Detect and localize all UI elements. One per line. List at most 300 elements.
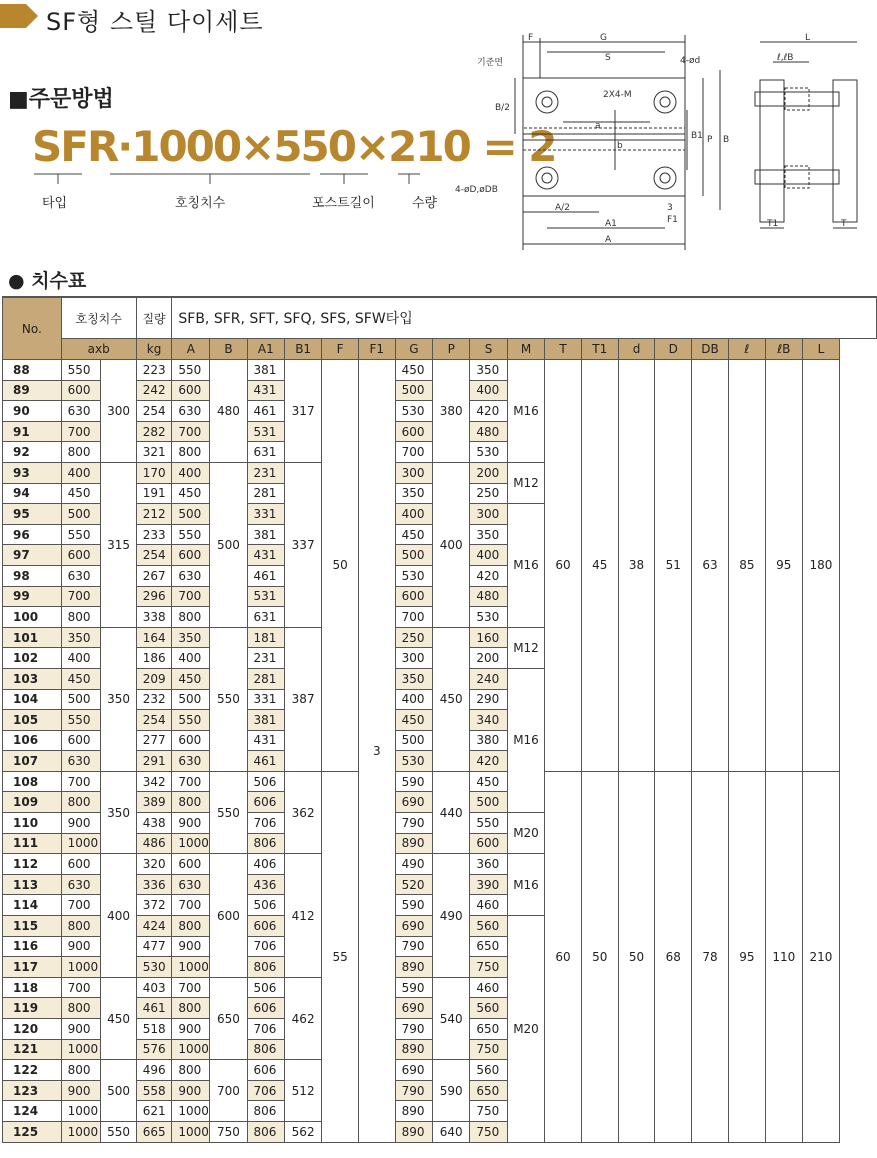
header-col: F — [322, 339, 359, 360]
cell-a: 1000 — [61, 957, 101, 978]
cell-A1: 606 — [247, 792, 285, 813]
cell-G: 450 — [395, 710, 433, 731]
cell-a: 630 — [61, 565, 101, 586]
cell-A1: 506 — [247, 771, 285, 792]
cell-lB: 110 — [765, 771, 802, 1142]
cell-no: 120 — [3, 1019, 62, 1040]
cell-no: 100 — [3, 607, 62, 628]
cell-b: 450 — [101, 977, 136, 1059]
cell-A: 630 — [172, 565, 210, 586]
cell-A: 550 — [172, 360, 210, 381]
cell-a: 630 — [61, 751, 101, 772]
cell-no: 118 — [3, 977, 62, 998]
cell-kg: 518 — [136, 1019, 172, 1040]
cell-G: 520 — [395, 874, 433, 895]
cell-G: 300 — [395, 648, 433, 669]
cell-S: 650 — [470, 1080, 508, 1101]
header-col: L — [802, 339, 839, 360]
cell-A: 450 — [172, 483, 210, 504]
diagram-label-a: A — [605, 235, 612, 245]
cell-kg: 496 — [136, 1060, 172, 1081]
diagram-label-p: P — [707, 135, 713, 145]
cell-B1: 387 — [285, 627, 322, 771]
cell-no: 119 — [3, 998, 62, 1019]
cell-A1: 806 — [247, 957, 285, 978]
cell-S: 750 — [470, 1121, 508, 1142]
cell-DB: 63 — [692, 360, 729, 772]
cell-S: 500 — [470, 792, 508, 813]
cell-A1: 631 — [247, 442, 285, 463]
cell-G: 400 — [395, 689, 433, 710]
cell-G: 500 — [395, 380, 433, 401]
cell-S: 600 — [470, 833, 508, 854]
cell-a: 400 — [61, 648, 101, 669]
cell-a: 900 — [61, 936, 101, 957]
cell-kg: 164 — [136, 627, 172, 648]
cell-S: 460 — [470, 977, 508, 998]
cell-A: 800 — [172, 607, 210, 628]
cell-F: 55 — [322, 771, 359, 1142]
cell-a: 450 — [61, 483, 101, 504]
cell-no: 94 — [3, 483, 62, 504]
cell-G: 450 — [395, 524, 433, 545]
cell-M: M16 — [507, 854, 544, 916]
cell-M: M20 — [507, 916, 544, 1143]
cell-a: 450 — [61, 668, 101, 689]
cell-S: 350 — [470, 524, 508, 545]
cell-A: 600 — [172, 545, 210, 566]
cell-M: M16 — [507, 360, 544, 463]
cell-P: 590 — [433, 1060, 470, 1122]
cell-A: 630 — [172, 874, 210, 895]
cell-B: 750 — [210, 1121, 247, 1142]
cell-a: 1000 — [61, 833, 101, 854]
cell-S: 480 — [470, 586, 508, 607]
cell-A1: 436 — [247, 874, 285, 895]
cell-kg: 321 — [136, 442, 172, 463]
table-row — [3, 771, 877, 792]
cell-S: 420 — [470, 401, 508, 422]
cell-a: 550 — [61, 710, 101, 731]
cell-no: 92 — [3, 442, 62, 463]
cell-B1: 362 — [285, 771, 322, 853]
cell-S: 460 — [470, 895, 508, 916]
cell-A1: 806 — [247, 1121, 285, 1142]
cell-A1: 281 — [247, 483, 285, 504]
cell-a: 1000 — [61, 1101, 101, 1122]
cell-kg: 291 — [136, 751, 172, 772]
cell-G: 790 — [395, 936, 433, 957]
cell-T: 60 — [545, 771, 582, 1142]
cell-kg: 223 — [136, 360, 172, 381]
cell-A: 900 — [172, 1019, 210, 1040]
cell-P: 640 — [433, 1121, 470, 1142]
order-formula: SFR·1000×550×210 = 2 — [32, 122, 556, 171]
diagram-label-t: T — [841, 219, 847, 229]
cell-kg: 438 — [136, 813, 172, 834]
cell-no: 99 — [3, 586, 62, 607]
diagram-label-4dddb: 4-øD,øDB — [455, 185, 498, 195]
cell-S: 350 — [470, 360, 508, 381]
header-nominal: 호칭치수 — [61, 297, 136, 339]
cell-S: 530 — [470, 607, 508, 628]
cell-A: 800 — [172, 998, 210, 1019]
diagram-label-a1: A1 — [605, 219, 617, 229]
cell-A: 800 — [172, 442, 210, 463]
cell-d: 50 — [618, 771, 655, 1142]
cell-G: 590 — [395, 895, 433, 916]
table-row — [3, 360, 877, 381]
cell-A: 1000 — [172, 833, 210, 854]
cell-A1: 381 — [247, 360, 285, 381]
cell-G: 250 — [395, 627, 433, 648]
cell-no: 108 — [3, 771, 62, 792]
cell-G: 890 — [395, 1039, 433, 1060]
cell-M: M12 — [507, 627, 544, 668]
cell-A1: 331 — [247, 504, 285, 525]
cell-A1: 606 — [247, 916, 285, 937]
cell-B: 600 — [210, 854, 247, 978]
cell-A1: 281 — [247, 668, 285, 689]
cell-A1: 431 — [247, 730, 285, 751]
cell-A: 500 — [172, 504, 210, 525]
cell-a: 900 — [61, 813, 101, 834]
cell-G: 400 — [395, 504, 433, 525]
header-col: M — [507, 339, 544, 360]
cell-G: 690 — [395, 792, 433, 813]
cell-S: 750 — [470, 1039, 508, 1060]
cell-P: 440 — [433, 771, 470, 853]
header-col: F1 — [358, 339, 395, 360]
cell-kg: 186 — [136, 648, 172, 669]
cell-F: 50 — [322, 360, 359, 772]
cell-A: 600 — [172, 380, 210, 401]
cell-G: 490 — [395, 854, 433, 875]
cell-A: 400 — [172, 462, 210, 483]
cell-A: 900 — [172, 936, 210, 957]
cell-A: 600 — [172, 730, 210, 751]
header-col: B1 — [285, 339, 322, 360]
cell-kg: 621 — [136, 1101, 172, 1122]
cell-kg: 233 — [136, 524, 172, 545]
cell-a: 800 — [61, 792, 101, 813]
cell-a: 900 — [61, 1019, 101, 1040]
cell-no: 96 — [3, 524, 62, 545]
label-type: 타입 — [42, 196, 68, 211]
cell-no: 95 — [3, 504, 62, 525]
cell-a: 700 — [61, 977, 101, 998]
cell-B1: 462 — [285, 977, 322, 1059]
diagram-label-f: F — [528, 33, 534, 43]
cell-B: 550 — [210, 771, 247, 853]
cell-no: 98 — [3, 565, 62, 586]
cell-no: 123 — [3, 1080, 62, 1101]
cell-A: 900 — [172, 1080, 210, 1101]
title-arrow-icon — [0, 4, 40, 28]
cell-a: 550 — [61, 360, 101, 381]
cell-a: 600 — [61, 854, 101, 875]
cell-kg: 424 — [136, 916, 172, 937]
cell-a: 400 — [61, 462, 101, 483]
label-post-length: 포스트길이 — [312, 196, 375, 211]
cell-B: 650 — [210, 977, 247, 1059]
cell-G: 600 — [395, 586, 433, 607]
cell-no: 107 — [3, 751, 62, 772]
cell-B1: 412 — [285, 854, 322, 978]
cell-kg: 336 — [136, 874, 172, 895]
cell-no: 88 — [3, 360, 62, 381]
cell-A: 900 — [172, 813, 210, 834]
diagram-label-a-half: A/2 — [555, 203, 570, 213]
cell-kg: 558 — [136, 1080, 172, 1101]
cell-S: 250 — [470, 483, 508, 504]
cell-B: 700 — [210, 1060, 247, 1122]
cell-B: 500 — [210, 462, 247, 627]
cell-T1: 45 — [581, 360, 618, 772]
cell-kg: 267 — [136, 565, 172, 586]
spec-table — [2, 296, 877, 1143]
cell-no: 114 — [3, 895, 62, 916]
header-col: T1 — [581, 339, 618, 360]
cell-kg: 389 — [136, 792, 172, 813]
cell-A1: 431 — [247, 380, 285, 401]
cell-no: 117 — [3, 957, 62, 978]
cell-A: 500 — [172, 689, 210, 710]
cell-A: 600 — [172, 854, 210, 875]
cell-no: 121 — [3, 1039, 62, 1060]
cell-no: 109 — [3, 792, 62, 813]
cell-no: 115 — [3, 916, 62, 937]
cell-A: 1000 — [172, 1101, 210, 1122]
cell-kg: 477 — [136, 936, 172, 957]
cell-a: 350 — [61, 627, 101, 648]
cell-P: 540 — [433, 977, 470, 1059]
cell-no: 112 — [3, 854, 62, 875]
label-nominal: 호칭치수 — [175, 196, 226, 211]
cell-a: 600 — [61, 545, 101, 566]
header-col: ℓB — [765, 339, 802, 360]
cell-A: 630 — [172, 751, 210, 772]
diagram-label-t1: T1 — [767, 219, 779, 229]
page-title: SF형 스틸 다이세트 — [46, 8, 264, 36]
order-heading: ■주문방법 — [8, 87, 114, 112]
cell-A1: 706 — [247, 813, 285, 834]
cell-S: 160 — [470, 627, 508, 648]
cell-kg: 461 — [136, 998, 172, 1019]
cell-A1: 431 — [247, 545, 285, 566]
cell-kg: 209 — [136, 668, 172, 689]
cell-A1: 706 — [247, 936, 285, 957]
cell-A: 700 — [172, 895, 210, 916]
cell-G: 350 — [395, 483, 433, 504]
cell-a: 600 — [61, 730, 101, 751]
cell-P: 400 — [433, 462, 470, 627]
cell-S: 560 — [470, 1060, 508, 1081]
cell-L: 210 — [802, 771, 839, 1142]
cell-A1: 706 — [247, 1080, 285, 1101]
cell-S: 420 — [470, 565, 508, 586]
diagram-label-3: 3 — [667, 203, 673, 213]
header-col: S — [470, 339, 508, 360]
cell-A1: 461 — [247, 401, 285, 422]
cell-A: 550 — [172, 524, 210, 545]
cell-A: 1000 — [172, 957, 210, 978]
cell-a: 500 — [61, 689, 101, 710]
cell-no: 111 — [3, 833, 62, 854]
header-col: P — [433, 339, 470, 360]
cell-S: 300 — [470, 504, 508, 525]
cell-b: 550 — [101, 1121, 136, 1142]
cell-kg: 254 — [136, 545, 172, 566]
header-col: G — [395, 339, 433, 360]
cell-T: 60 — [545, 360, 582, 772]
cell-kg: 338 — [136, 607, 172, 628]
formula-brackets — [30, 168, 450, 188]
cell-T1: 50 — [581, 771, 618, 1142]
cell-no: 124 — [3, 1101, 62, 1122]
cell-a: 800 — [61, 607, 101, 628]
header-col: A1 — [247, 339, 285, 360]
cell-a: 500 — [61, 504, 101, 525]
cell-A: 700 — [172, 421, 210, 442]
cell-no: 105 — [3, 710, 62, 731]
cell-kg: 372 — [136, 895, 172, 916]
cell-A: 450 — [172, 668, 210, 689]
cell-B1: 317 — [285, 360, 322, 463]
cell-G: 590 — [395, 977, 433, 998]
cell-a: 800 — [61, 916, 101, 937]
cell-G: 790 — [395, 1080, 433, 1101]
cell-D: 68 — [655, 771, 692, 1142]
cell-S: 560 — [470, 916, 508, 937]
cell-M: M12 — [507, 462, 544, 503]
cell-kg: 277 — [136, 730, 172, 751]
cell-G: 790 — [395, 813, 433, 834]
cell-kg: 170 — [136, 462, 172, 483]
cell-P: 490 — [433, 854, 470, 978]
cell-b: 350 — [101, 771, 136, 853]
cell-G: 690 — [395, 1060, 433, 1081]
cell-G: 450 — [395, 360, 433, 381]
cell-S: 530 — [470, 442, 508, 463]
header-col: DB — [692, 339, 729, 360]
cell-A1: 381 — [247, 710, 285, 731]
cell-G: 350 — [395, 668, 433, 689]
cell-S: 290 — [470, 689, 508, 710]
cell-A1: 531 — [247, 421, 285, 442]
cell-A1: 631 — [247, 607, 285, 628]
cell-A: 630 — [172, 401, 210, 422]
cell-no: 93 — [3, 462, 62, 483]
cell-b: 350 — [101, 627, 136, 771]
cell-G: 890 — [395, 1101, 433, 1122]
header-no: No. — [3, 297, 62, 360]
diagram-label-b1: B1 — [691, 131, 703, 141]
cell-B: 480 — [210, 360, 247, 463]
cell-G: 530 — [395, 751, 433, 772]
cell-B1: 337 — [285, 462, 322, 627]
cell-a: 700 — [61, 421, 101, 442]
cell-A: 700 — [172, 771, 210, 792]
cell-S: 560 — [470, 998, 508, 1019]
header-types: SFB, SFR, SFT, SFQ, SFS, SFW타입 — [172, 297, 877, 339]
diagram-label-4d: 4-ød — [680, 56, 701, 66]
cell-no: 103 — [3, 668, 62, 689]
cell-A1: 806 — [247, 1039, 285, 1060]
cell-A1: 331 — [247, 689, 285, 710]
cell-G: 530 — [395, 565, 433, 586]
cell-S: 750 — [470, 957, 508, 978]
cell-G: 600 — [395, 421, 433, 442]
cell-kg: 296 — [136, 586, 172, 607]
cell-G: 890 — [395, 1121, 433, 1142]
cell-A: 800 — [172, 916, 210, 937]
cell-G: 300 — [395, 462, 433, 483]
cell-no: 97 — [3, 545, 62, 566]
cell-A: 350 — [172, 627, 210, 648]
cell-b: 300 — [101, 360, 136, 463]
cell-kg: 576 — [136, 1039, 172, 1060]
cell-G: 690 — [395, 998, 433, 1019]
cell-a: 700 — [61, 895, 101, 916]
spec-table-container — [2, 296, 877, 1143]
cell-kg: 665 — [136, 1121, 172, 1142]
cell-kg: 530 — [136, 957, 172, 978]
cell-DB: 78 — [692, 771, 729, 1142]
cell-S: 650 — [470, 1019, 508, 1040]
cell-a: 1000 — [61, 1121, 101, 1142]
cell-P: 380 — [433, 360, 470, 463]
cell-kg: 254 — [136, 401, 172, 422]
cell-no: 90 — [3, 401, 62, 422]
cell-a: 600 — [61, 380, 101, 401]
header-col: ℓ — [728, 339, 765, 360]
cell-kg: 254 — [136, 710, 172, 731]
cell-l: 85 — [728, 360, 765, 772]
diagram-label-lb: ℓ,ℓB — [777, 53, 794, 63]
cell-A1: 506 — [247, 895, 285, 916]
cell-A: 1000 — [172, 1039, 210, 1060]
cell-lB: 95 — [765, 360, 802, 772]
cell-b: 315 — [101, 462, 136, 627]
cell-no: 91 — [3, 421, 62, 442]
cell-S: 400 — [470, 545, 508, 566]
cell-A1: 606 — [247, 998, 285, 1019]
cell-A: 400 — [172, 648, 210, 669]
cell-kg: 342 — [136, 771, 172, 792]
cell-a: 800 — [61, 998, 101, 1019]
diagram-label-l: L — [805, 33, 811, 43]
header-col: D — [655, 339, 692, 360]
cell-no: 106 — [3, 730, 62, 751]
header-col: A — [172, 339, 210, 360]
cell-S: 200 — [470, 648, 508, 669]
cell-G: 500 — [395, 730, 433, 751]
cell-G: 700 — [395, 442, 433, 463]
cell-A1: 606 — [247, 1060, 285, 1081]
cell-kg: 212 — [136, 504, 172, 525]
diagram-label-g: G — [600, 33, 607, 43]
cell-no: 122 — [3, 1060, 62, 1081]
cell-S: 200 — [470, 462, 508, 483]
cell-S: 650 — [470, 936, 508, 957]
cell-A1: 706 — [247, 1019, 285, 1040]
cell-A1: 806 — [247, 833, 285, 854]
header-col: T — [545, 339, 582, 360]
cell-L: 180 — [802, 360, 839, 772]
header-axb: axb — [61, 339, 136, 360]
diagram-label-f1: F1 — [667, 215, 678, 225]
